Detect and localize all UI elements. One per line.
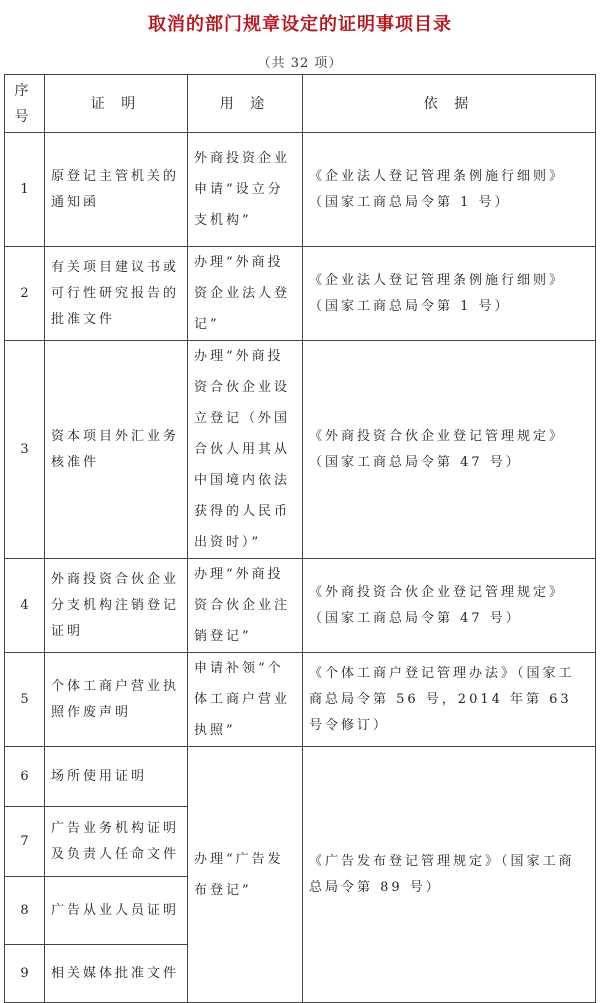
- table-row: [5, 133, 596, 247]
- cell-no: 7: [5, 807, 45, 877]
- table-row: [5, 653, 596, 747]
- cell-basis: 《外商投资合伙企业登记管理规定》（国家工商总局令第 47 号）: [303, 341, 596, 559]
- cell-use: 办理“外商投资合伙企业设立登记（外国合伙人用其从中国境内依法获得的人民币出资时）”: [188, 341, 303, 559]
- cell-basis: 《个体工商户登记管理办法》（国家工商总局令第 56 号，2014 年第 63 号令修订）: [303, 653, 596, 747]
- cell-basis-merged: 《广告发布登记管理规定》（国家工商总局令第 89 号）: [303, 747, 596, 1003]
- cell-proof: 广告业务机构证明及负责人任命文件: [45, 807, 188, 877]
- cell-use: 办理“外商投资企业法人登记”: [188, 247, 303, 341]
- table-row: [5, 559, 596, 653]
- cell-proof: 原登记主管机关的通知函: [45, 133, 188, 247]
- cell-proof: 外商投资合伙企业分支机构注销登记证明: [45, 559, 188, 653]
- header-no: 序号: [5, 75, 45, 133]
- cell-no: 8: [5, 877, 45, 945]
- table-row: [5, 747, 596, 807]
- table-header-row: [5, 75, 596, 133]
- cell-no: 9: [5, 945, 45, 1003]
- page-title: 取消的部门规章设定的证明事项目录: [148, 14, 452, 35]
- cell-proof: 场所使用证明: [45, 747, 188, 807]
- cell-use: 办理“外商投资合伙企业注销登记”: [188, 559, 303, 653]
- proof-table: [4, 74, 596, 1003]
- cell-no: 4: [5, 559, 45, 653]
- cell-basis: 《外商投资合伙企业登记管理规定》（国家工商总局令第 47 号）: [303, 559, 596, 653]
- cell-no: 2: [5, 247, 45, 341]
- cell-no: 1: [5, 133, 45, 247]
- cell-no: 3: [5, 341, 45, 559]
- cell-no: 6: [5, 747, 45, 807]
- cell-use-merged: 办理“广告发布登记”: [188, 747, 303, 1003]
- cell-proof: 资本项目外汇业务核准件: [45, 341, 188, 559]
- cell-basis: 《企业法人登记管理条例施行细则》（国家工商总局令第 1 号）: [303, 133, 596, 247]
- item-count: （共 32 项）: [257, 56, 343, 71]
- table-row: [5, 341, 596, 559]
- header-proof: 证 明: [45, 75, 188, 133]
- table-row: [5, 247, 596, 341]
- header-basis: 依 据: [303, 75, 596, 133]
- cell-proof: 广告从业人员证明: [45, 877, 188, 945]
- cell-proof: 个体工商户营业执照作废声明: [45, 653, 188, 747]
- cell-use: 外商投资企业申请“设立分支机构”: [188, 133, 303, 247]
- cell-no: 5: [5, 653, 45, 747]
- cell-proof: 相关媒体批准文件: [45, 945, 188, 1003]
- cell-basis: 《企业法人登记管理条例施行细则》（国家工商总局令第 1 号）: [303, 247, 596, 341]
- header-use: 用 途: [188, 75, 303, 133]
- cell-use: 申请补领“个体工商户营业执照”: [188, 653, 303, 747]
- cell-proof: 有关项目建议书或可行性研究报告的批准文件: [45, 247, 188, 341]
